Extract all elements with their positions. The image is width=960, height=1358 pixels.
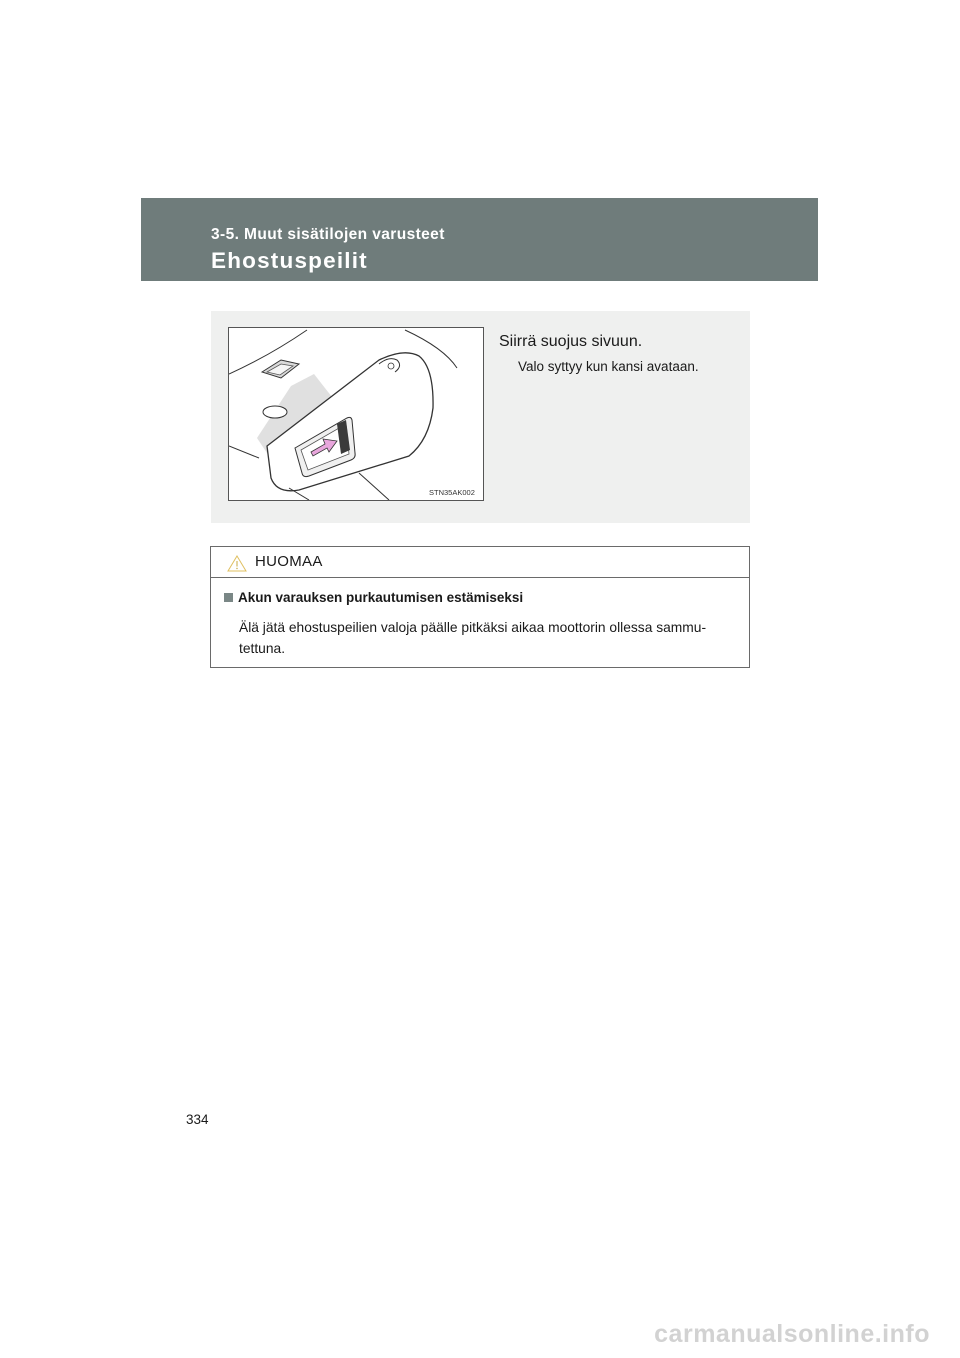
sun-visor-drawing xyxy=(229,328,483,500)
sun-visor-illustration xyxy=(228,327,484,501)
dome-light xyxy=(262,360,299,378)
notice-title: HUOMAA xyxy=(255,553,323,570)
instruction-note: Valo syttyy kun kansi avataan. xyxy=(518,359,699,374)
notice-header xyxy=(211,547,749,578)
vanity-mirror-info-panel xyxy=(211,311,750,523)
notice-body-line: Älä jätä ehostuspeilien valoja päälle pitkäksi aikaa moottorin ollessa sammu- xyxy=(239,620,707,635)
page-title: Ehostuspeilit xyxy=(211,248,368,273)
instruction-text: Siirrä suojus sivuun. xyxy=(499,333,643,350)
notice-body-line: tettuna. xyxy=(239,641,286,656)
warning-triangle-icon xyxy=(227,555,247,577)
notice-box xyxy=(210,546,750,668)
notice-heading: Akun varauksen purkautumisen estämiseksi xyxy=(238,590,524,605)
watermark-link[interactable]: carmanualsonline.info xyxy=(654,1320,930,1348)
section-header-band xyxy=(141,198,818,281)
notice-body xyxy=(239,617,739,659)
square-bullet-icon xyxy=(224,593,233,602)
notice-heading-row xyxy=(224,590,523,605)
figure-code: STN35AK002 xyxy=(429,488,475,497)
section-label: 3-5. Muut sisätilojen varusteet xyxy=(211,226,445,243)
footer-strip xyxy=(0,1300,960,1358)
page-number: 334 xyxy=(186,1112,209,1127)
